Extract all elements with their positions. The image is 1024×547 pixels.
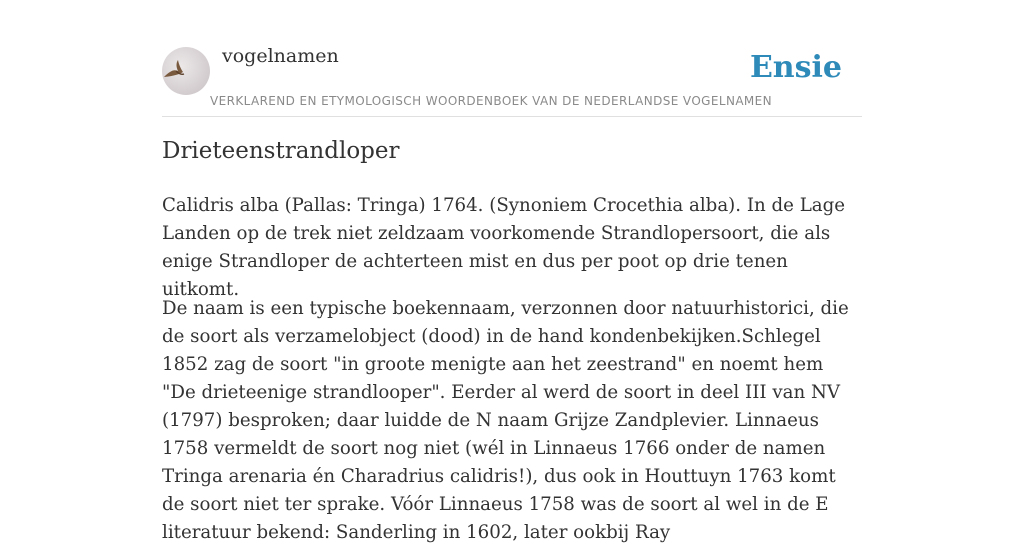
ensie-logo[interactable]: Ensie bbox=[749, 50, 842, 85]
article-paragraph: De naam is een typische boekennaam, verzonnen door natuurhistorici, die de soort als verzamelobject (dood) in de hand kondenbekijken.Schlegel 1852 zag de soort "in groote menigte aan het zeestrand" en noemt hem "De drieteenige strandlooper". Eerder al werd de soort in deel III van NV (1797) besproken; daar luidde de N naam Grijze Zandplevier. Linnaeus 1758 vermeldt de soort nog niet (wél in Linnaeus 1766 onder de namen Tringa arenaria én Charadrius calidris!), dus ook in Houttuyn 1763 komt de soort niet ter sprake. Vóór Linnaeus 1758 was de soort al wel in de E literatuur bekend: Sanderling in 1602, later ookbij Ray bbox=[162, 298, 849, 543]
site-name-link[interactable]: vogelnamen bbox=[222, 45, 339, 67]
article-title: Drieteenstrandloper bbox=[162, 138, 400, 164]
site-header bbox=[162, 0, 862, 117]
avatar[interactable] bbox=[162, 47, 210, 95]
bird-in-flight-icon bbox=[162, 47, 210, 95]
page-container bbox=[162, 0, 862, 543]
article-paragraph: Calidris alba (Pallas: Tringa) 1764. (Synoniem Crocethia alba). In de Lage Landen op de trek niet zeldzaam voorkomende Strandlopersoort, die als enige Strandloper de achterteen mist en dus per poot op drie tenen uitkomt. bbox=[162, 195, 846, 300]
dictionary-subtitle: VERKLAREND EN ETYMOLOGISCH WOORDENBOEK VAN DE NEDERLANDSE VOGELNAMEN bbox=[210, 94, 773, 108]
